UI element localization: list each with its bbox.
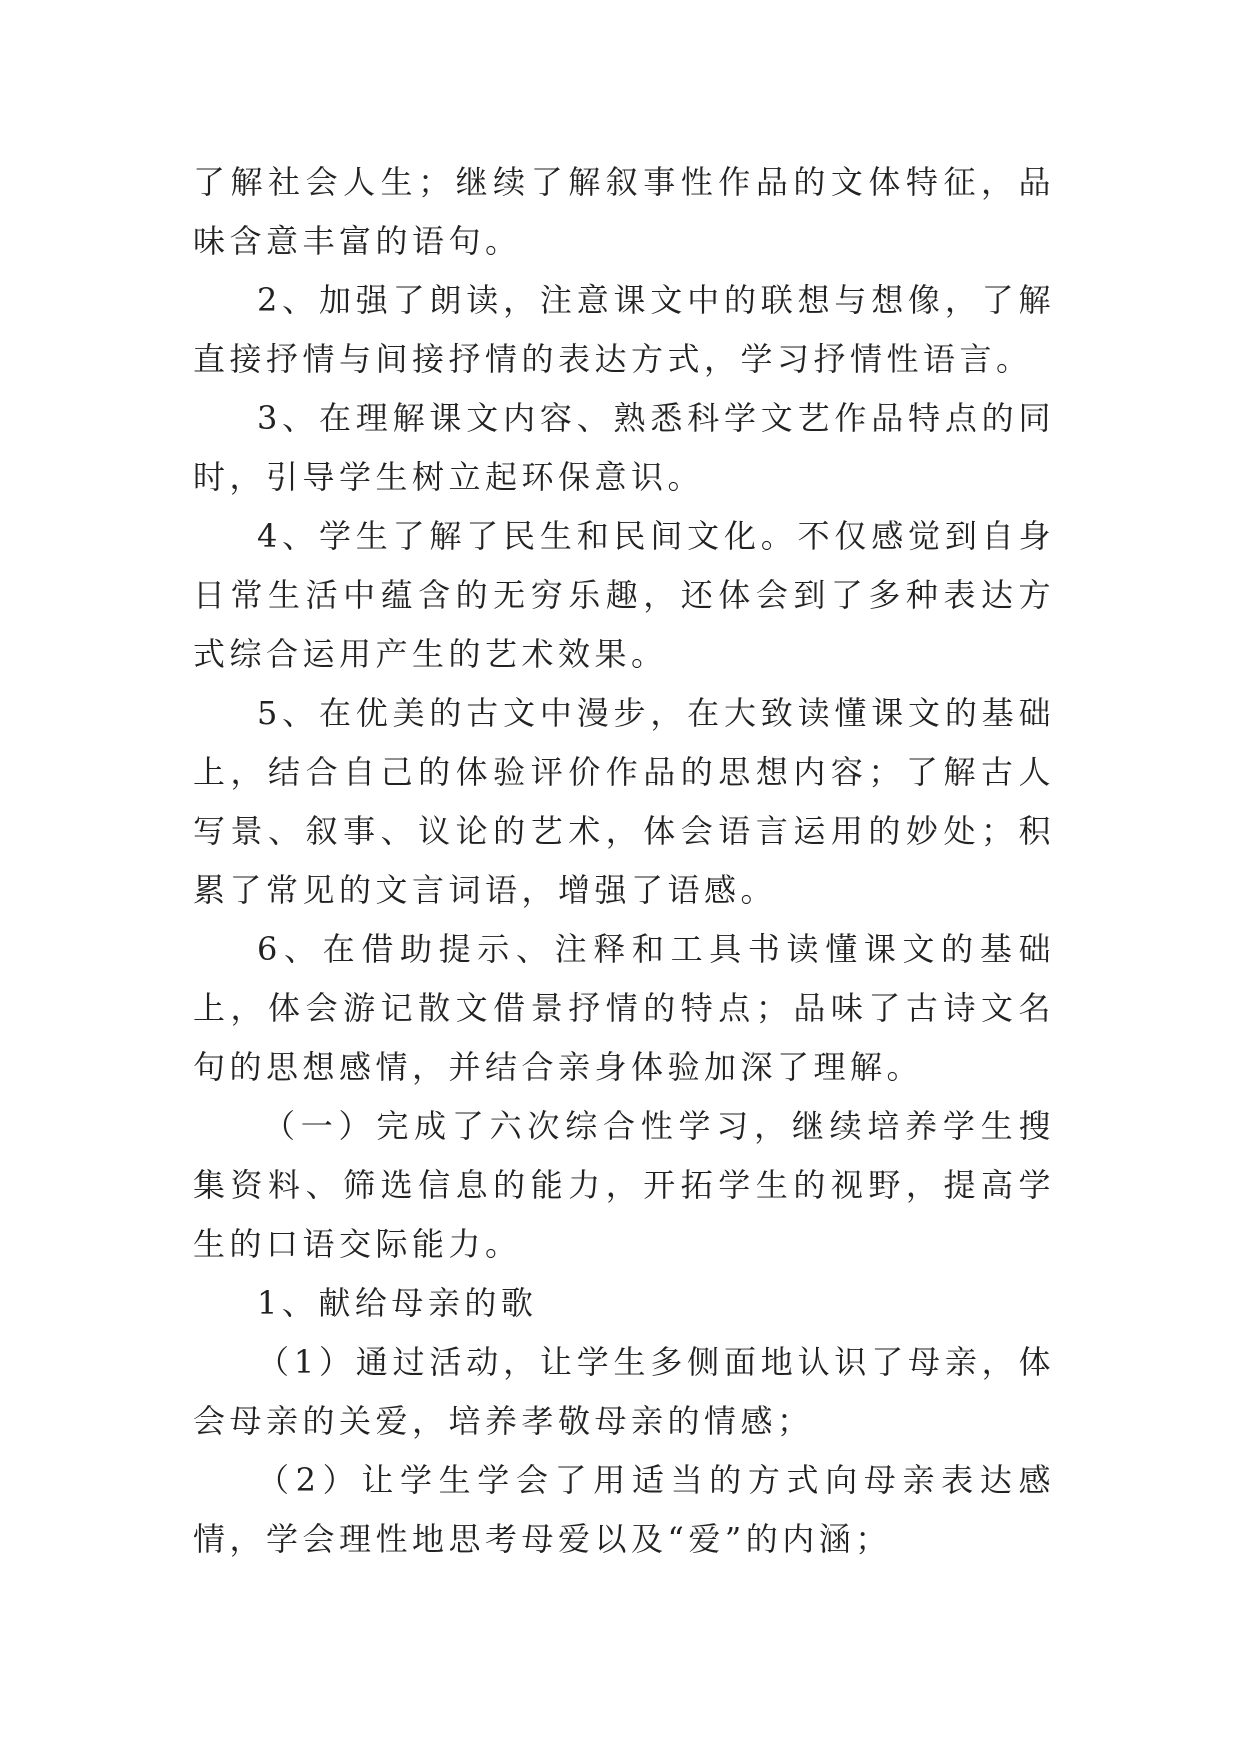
document-page bbox=[193, 153, 1055, 1569]
paragraph-item-3: 3、在理解课文内容、熟悉科学文艺作品特点的同时，引导学生树立起环保意识。 bbox=[193, 399, 1055, 496]
paragraph-continuation: 了解社会人生；继续了解叙事性作品的文体特征，品味含意丰富的语句。 bbox=[193, 163, 1055, 260]
paragraph-item-4: 4、学生了解了民生和民间文化。不仅感觉到自身日常生活中蕴含的无穷乐趣，还体会到了多种表达方式综合运用产生的艺术效果。 bbox=[193, 517, 1055, 673]
paragraph-subitem-1: （1）通过活动，让学生多侧面地认识了母亲，体会母亲的关爱，培养孝敬母亲的情感； bbox=[193, 1343, 1055, 1440]
subsection-title: 1、献给母亲的歌 bbox=[257, 1284, 538, 1322]
paragraph-item-6: 6、在借助提示、注释和工具书读懂课文的基础上，体会游记散文借景抒情的特点；品味了古诗文名句的思想感情，并结合亲身体验加深了理解。 bbox=[193, 930, 1055, 1086]
section-heading-paragraph: （一）完成了六次综合性学习，继续培养学生搜集资料、筛选信息的能力，开拓学生的视野，提高学生的口语交际能力。 bbox=[193, 1107, 1055, 1263]
paragraph-item-2: 2、加强了朗读，注意课文中的联想与想像，了解直接抒情与间接抒情的表达方式，学习抒情性语言。 bbox=[193, 281, 1055, 378]
paragraph-item-5: 5、在优美的古文中漫步，在大致读懂课文的基础上，结合自己的体验评价作品的思想内容；了解古人写景、叙事、议论的艺术，体会语言运用的妙处；积累了常见的文言词语，增强了语感。 bbox=[193, 694, 1055, 909]
paragraph-subitem-2: （2）让学生学会了用适当的方式向母亲表达感情，学会理性地思考母爱以及“爱”的内涵； bbox=[193, 1461, 1055, 1558]
